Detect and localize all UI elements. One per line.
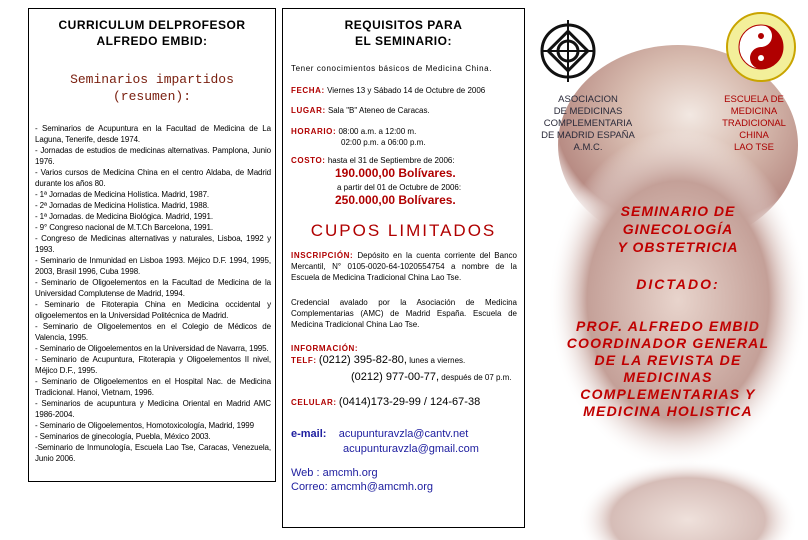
horario-value-2: 02:00 p.m. a 06:00 p.m. [341,138,426,147]
seminars-subtitle: Seminarios impartidos (resumen): [70,72,234,104]
seminar-item: - Seminario de Inmunidad en Lisboa 1993. Méjico D.F. 1994, 1995, 2003, Brasil 1996, Cuba 1998. [35,256,271,276]
seminar-item: - Seminarios de acupuntura y Medicina Oriental en Madrid AMC 1986-2004. [35,399,271,419]
seminar-item: - Congreso de Medicinas alternativas y naturales, Lisboa, 1992 y 1993. [35,234,271,254]
fecha-row [291,85,517,96]
seminar-title: SEMINARIO DE GINECOLOGÍA Y OBSTETRICIA [617,203,739,255]
costo-value: hasta el 31 de Septiembre de 2006: [327,156,455,165]
telf-row-1 [291,355,517,366]
seminar-item: -Seminario de Inmunología, Escuela Lao Tse, Caracas, Venezuela, Junio 2006. [35,443,271,463]
fecha-value: Viernes 13 y Sábado 14 de Octubre de 2006 [327,86,486,95]
lugar-label: LUGAR: [291,106,326,115]
costo-label: COSTO: [291,156,326,165]
requirements-title: REQUISITOS PARA EL SEMINARIO: [344,18,463,48]
email-2[interactable]: acupunturavzla@gmail.com [343,443,479,455]
cupos-limitados: CUPOS LIMITADOS [310,221,497,240]
seminar-list [35,123,271,464]
telf-2: (0212) 977-00-77, [351,371,440,383]
requirement-text: Tener conocimientos básicos de Medicina China. [291,64,493,73]
seminar-item: - Seminario de Fitoterapia China en Medicina occidental y oligoelementos en la Universidad Politécnica de Madrid. [35,300,271,320]
seminar-item: - Seminario de Oligoelementos en la Universidad de Navarra, 1995. [35,344,269,353]
seminar-item: - Seminario de Oligoelementos en la Facultad de Medicina de la Universidad Complutense de Madrid, 1994. [35,278,271,298]
telf-row-2 [291,372,517,383]
horario-label: HORARIO: [291,127,337,136]
costo-value-2: a partir del 01 de Octubre de 2006: [337,183,462,192]
telf-label: TELF: [291,356,317,365]
seminar-item: - Seminarios de Acupuntura en la Facultad de Medicina de La Laguna, Tenerife, desde 1974. [35,124,271,144]
seminar-item: - 1ª Jornadas de Medicina Holística. Madrid, 1987. [35,190,210,199]
horario-value-1: 08:00 a.m. a 12:00 m. [338,127,417,136]
email-label: e-mail: [291,428,327,440]
informacion-label: INFORMACIÓN: [291,344,359,353]
correo-link[interactable]: Correo: amcmh@amcmh.org [291,481,433,493]
lugar-row [291,105,517,116]
lugar-value: Sala "B" Ateneo de Caracas. [327,106,430,115]
seminar-item: - Varios cursos de Medicina China en el centro Aldaba, de Madrid durante los años 80. [35,168,271,188]
seminar-item: - 9° Congreso nacional de M.T.Ch Barcelona, 1991. [35,223,213,232]
curriculum-panel [28,8,276,482]
horario-row [291,126,517,137]
seminar-item: - Seminario de Acupuntura, Fitoterapia y Oligoelementos II nivel, Méjico D.F., 1995. [35,355,271,375]
telf-1: (0212) 395-82-80, [318,354,407,366]
dictado-label: DICTADO: [636,276,720,292]
seminar-item: - Seminario de Oligoelementos en el Hospital Nac. de Medicina Tradicional. Hanoi, Vietnam, 1996. [35,377,271,397]
web-link[interactable]: Web : amcmh.org [291,467,378,479]
telf-1-note: lunes a viernes. [409,356,466,365]
telf-2-note: después de 07 p.m. [441,373,512,382]
celular-value: (0414)173-29-99 / 124-67-38 [338,396,481,408]
seminar-item: - Jornadas de estudios de medicinas alternativas. Pamplona, Junio 1976. [35,146,271,166]
email-1[interactable]: acupunturavzla@cantv.net [338,428,469,440]
assoc-name: ASOCIACION DE MEDICINAS COMPLEMENTARIA DE MADRID ESPAÑA A.M.C. [541,94,635,153]
curriculum-title: CURRICULUM DELPROFESOR ALFREDO EMBID: [58,18,246,48]
seminar-item: - Seminario de Oligoelementos, Homotoxicología, Madrid, 1999 [35,421,255,430]
email-row [291,429,517,440]
seminar-item: - Seminario de Oligoelementos en el Colegio de Médicos de Valencia, 1995. [35,322,271,342]
school-name: ESCUELA DE MEDICINA TRADICIONAL CHINA LAO TSE [722,94,786,153]
amc-knot-logo [538,16,598,91]
inscripcion-label: INSCRIPCIÓN: [291,251,354,260]
price-late: 250.000,00 Bolívares. [335,193,456,207]
requirements-panel [282,8,525,528]
fecha-label: FECHA: [291,86,325,95]
price-early: 190.000,00 Bolívares. [335,166,456,180]
inscripcion-block [291,250,517,283]
costo-row [291,155,517,166]
seminar-item: - Seminarios de ginecología, Puebla, México 2003. [35,432,211,441]
inscripcion-value: Depósito en la cuenta corriente del Banco Mercantil, N° 0105-0020-64-1020554754 a nombre de la Escuela de Medicina Tradicional China Lao Tse. [291,251,517,282]
celular-row [291,397,517,408]
cover-panel [528,0,808,540]
credencial-text: Credencial avalado por la Asociación de Medicina Complementarias (AMC) de Madrid España. Escuela de Medicina Tradicional China Lao Tse. [291,298,517,329]
seminar-item: - 1ª Jornadas. de Medicina Biológica. Madrid, 1991. [35,212,213,221]
celular-label: CELULAR: [291,398,337,407]
lao-tse-school-logo [724,10,798,89]
speaker-credentials: PROF. ALFREDO EMBID COORDINADOR GENERAL DE LA REVISTA DE MEDICINAS COMPLEMENTARIAS Y MEDICINA HOLISTICA [566,318,770,419]
seminar-item: - 2ª Jornadas de Medicina Holística. Madrid, 1988. [35,201,210,210]
